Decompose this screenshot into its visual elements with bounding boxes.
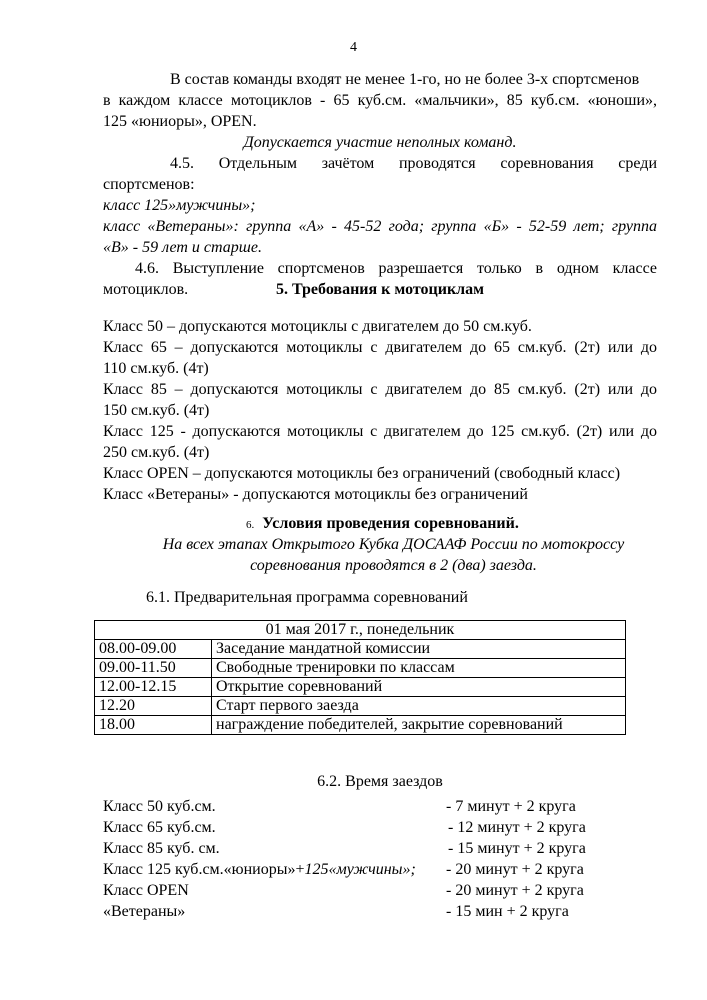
program-table (94, 620, 626, 735)
sec5-line: 110 см.куб. (4т) (103, 360, 209, 377)
race-class (103, 860, 416, 880)
sec5-line: Класс 65 – допускаются мотоциклы с двигателем до 65 см.куб. (2т) или до (103, 339, 657, 356)
race-class-label: Класс 85 куб. см. (103, 840, 220, 857)
race-class-label: Класс 50 куб.см. (103, 798, 216, 815)
program-time: 12.20 (95, 697, 212, 716)
race-class (103, 797, 216, 817)
team-line-2: в каждом классе мотоциклов - 65 куб.см. «мальчики», 85 куб.см. «юноши», (103, 92, 657, 109)
sec5-line: Класс 125 - допускаются мотоциклы с двигателем до 125 см.куб. (2т) или до (103, 423, 657, 440)
race-class (103, 839, 220, 859)
page-number: 4 (350, 40, 357, 55)
race-class-label: «Ветераны» (103, 903, 186, 920)
program-event: Заседание мандатной комиссии (212, 640, 626, 659)
section-6-heading: Условия проведения соревнований. (262, 515, 519, 532)
program-date-header: 01 мая 2017 г., понедельник (95, 621, 626, 640)
p46-line-1: 4.6. Выступление спортсменов разрешается только в одном классе (135, 260, 657, 277)
race-time: - 20 минут + 2 круга (446, 861, 584, 878)
sec5-line: Класс «Ветераны» - допускаются мотоциклы без ограничений (103, 486, 528, 503)
race-time: - 15 мин + 2 круга (446, 903, 569, 920)
section-6-number: 6. (246, 519, 255, 531)
table-row (95, 697, 626, 716)
section-6-sub-2: соревнования проводятся в 2 (два) заезда. (250, 557, 537, 574)
p45-line-4 (103, 217, 657, 237)
race-time: - 20 минут + 2 круга (446, 882, 584, 899)
program-title: 6.1. Предварительная программа соревнований (146, 589, 468, 606)
program-event: Открытие соревнований (212, 678, 626, 697)
veterans-class-label: класс «Ветераны» (103, 218, 234, 235)
program-event: награждение победителей, закрытие соревнований (212, 716, 626, 735)
race-class-label: Класс 65 куб.см. (103, 819, 216, 836)
p45-line-5: «В» - 59 лет и старше. (103, 239, 262, 256)
p46-line-2: мотоциклов. (103, 281, 189, 298)
p45-line-1: 4.5. Отдельным зачётом проводятся соревнования среди (170, 155, 657, 172)
program-time: 18.00 (95, 716, 212, 735)
program-time: 08.00-09.00 (95, 640, 212, 659)
table-row (95, 678, 626, 697)
section-6-title (246, 514, 657, 535)
race-time: - 15 минут + 2 круга (448, 840, 586, 857)
team-note: Допускается участие неполных команд. (243, 134, 517, 151)
team-line-3: 125 «юниоры», OPEN. (103, 113, 257, 130)
sec5-line: Класс 50 – допускаются мотоциклы с двигателем до 50 см.куб. (103, 318, 532, 335)
race-time: - 12 минут + 2 круга (448, 819, 586, 836)
table-header-row (95, 621, 626, 640)
race-class-label: Класс 125 куб.см.«юниоры»+ (103, 861, 305, 878)
program-event: Старт первого заезда (212, 697, 626, 716)
section-5-title: 5. Требования к мотоциклам (275, 281, 485, 298)
sec5-line: Класс 85 – допускаются мотоциклы с двигателем до 85 см.куб. (2т) или до (103, 381, 657, 398)
sec5-line: 150 см.куб. (4т) (103, 402, 210, 419)
sec5-line: Класс OPEN – допускаются мотоциклы без ограничений (свободный класс) (103, 465, 621, 482)
program-time: 09.00-11.50 (95, 659, 212, 678)
race-class (103, 902, 185, 922)
program-event: Свободные тренировки по классам (212, 659, 626, 678)
table-row (95, 716, 626, 735)
team-line-1: В состав команды входят не менее 1-го, но не более 3-х спортсменов (170, 71, 640, 88)
sec5-line: 250 см.куб. (4т) (103, 444, 210, 461)
races-title: 6.2. Время заездов (317, 773, 443, 790)
race-time: - 7 минут + 2 круга (446, 798, 576, 815)
program-time: 12.00-12.15 (95, 678, 212, 697)
race-class-italic: 125«мужчины»; (304, 861, 416, 878)
veterans-groups: : группа «А» - 45-52 года; группа «Б» - 52-59 лет; группа (233, 218, 657, 235)
race-class (103, 881, 189, 901)
table-row (95, 659, 626, 678)
p45-line-3: класс 125»мужчины»; (103, 197, 256, 214)
race-class (103, 818, 216, 838)
section-6-sub-1: На всех этапах Открытого Кубка ДОСААФ России по мотокроссу (162, 536, 625, 553)
race-class-label: Класс OPEN (103, 882, 189, 899)
table-row (95, 640, 626, 659)
p45-line-2: спортсменов: (103, 176, 195, 193)
